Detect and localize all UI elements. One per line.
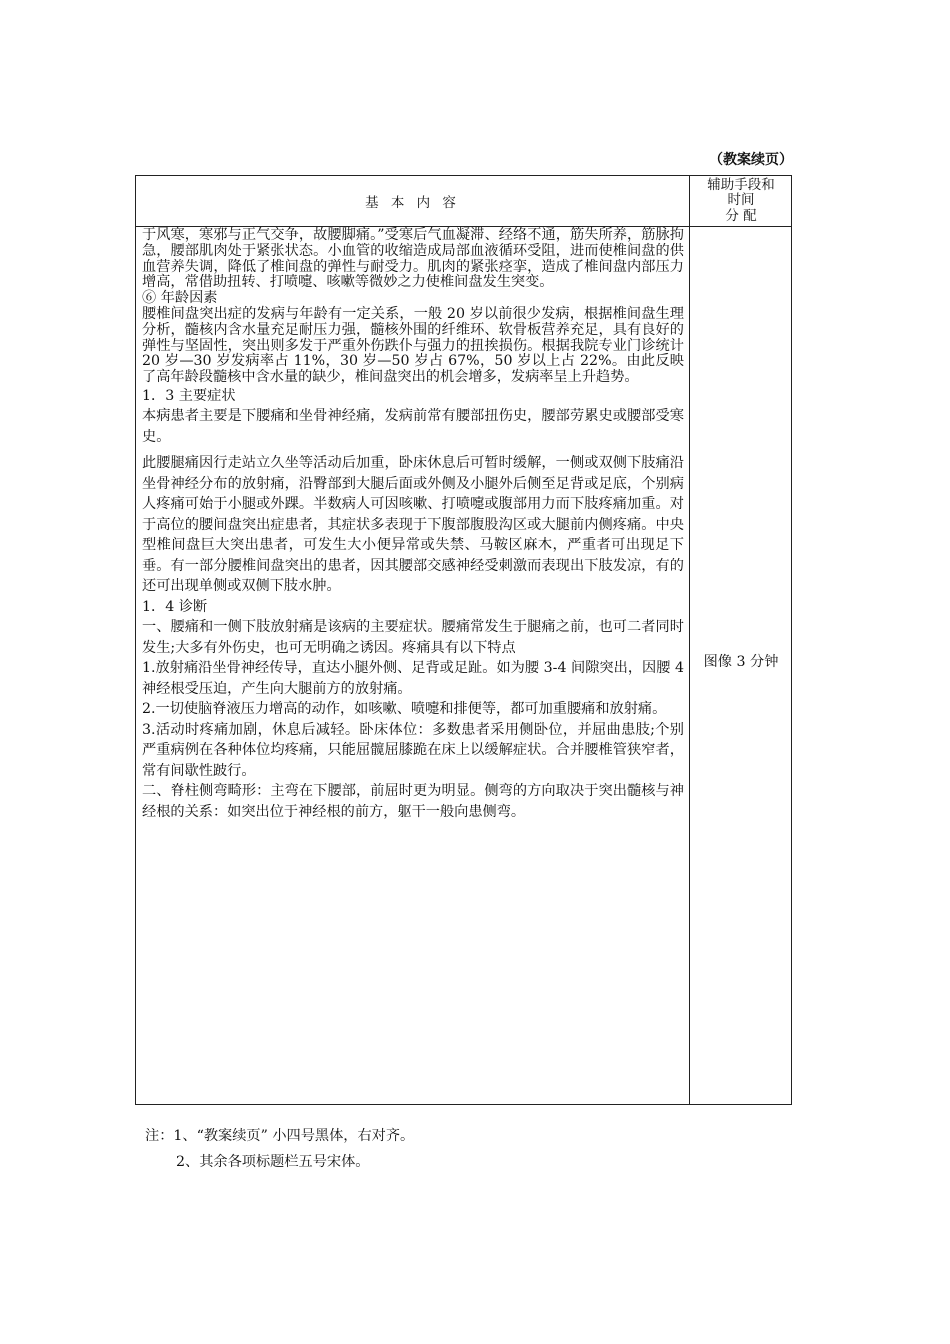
footnote-1: 注：1、“教案续页” 小四号黑体，右对齐。 <box>145 1128 415 1144</box>
header-basic-content: 基 本 内 容 <box>365 195 460 211</box>
main-content <box>142 228 684 822</box>
paragraph-diagnosis-2: 二、脊柱侧弯畸形：主弯在下腰部，前屈时更为明显。侧弯的方向取决于突出髓核与神经根的关系：如突出位于神经根的前方，躯干一般向患侧弯。 <box>142 783 684 820</box>
header-aux-line-1: 辅助手段和 <box>707 176 775 193</box>
footnote-2: 2、其余各项标题栏五号宋体。 <box>176 1154 370 1170</box>
header-aux-time <box>690 176 792 226</box>
heading-main-symptoms: 1．3 主要症状 <box>142 387 236 404</box>
side-note-image-time: 图像 3 分钟 <box>703 654 779 670</box>
paragraph-diagnosis-point-2: 2.一切使脑脊液压力增高的动作，如咳嗽、喷嚏和排便等，都可加重腰痛和放射痛。 <box>142 701 667 718</box>
heading-diagnosis: 1．4 诊断 <box>142 598 208 615</box>
continued-page-label: （教案续页） <box>709 152 793 168</box>
paragraph-age-factor: 腰椎间盘突出症的发病与年龄有一定关系，一般 20 岁以前很少发病，根据椎间盘生理分析，髓核内含水量充足耐压力强，髓核外围的纤维环、软骨板营养充足，具有良好的弹性与坚固性，突出则多发于严重外伤跌仆与强力的扭挨损伤。根据我院专业门诊统计 20 岁—30 岁发病率占 11%，30 岁—50 岁占 67%，50 岁以上占 22%。由此反映了高年龄段髓核中含水量的缺少，椎间盘突出的机会增多，发病率呈上升趋势。 <box>142 305 684 386</box>
paragraph-diagnosis-point-3: 3.活动时疼痛加剧，休息后减轻。卧床体位：多数患者采用侧卧位，并屈曲患肢;个别严重病例在各种体位均疼痛，只能屈髋屈膝跪在床上以缓解症状。合并腰椎管狭窄者，常有间歇性跛行。 <box>142 721 684 779</box>
lesson-plan-table <box>135 175 792 1105</box>
heading-age-factor: ⑥ 年龄因素 <box>142 290 218 307</box>
paragraph-symptoms-detail: 此腰腿痛因行走站立久坐等活动后加重，卧床休息后可暂时缓解，一侧或双侧下肢痛沿坐骨神经分布的放射痛，沿臀部到大腿后面或外侧及小腿外后侧至足背或足底，个别病人疼痛可始于小腿或外踝。半数病人可因咳嗽、打喷嚏或腹部用力而下肢疼痛加重。对于高位的腰间盘突出症患者，其症状多表现于下腹部腹股沟区或大腿前内侧疼痛。中央型椎间盘巨大突出患者，可发生大小便异常或失禁、马鞍区麻木，严重者可出现足下垂。有一部分腰椎间盘突出的患者，因其腰部交感神经受刺激而表现出下肢发凉，有的还可出现单侧或双侧下肢水肿。 <box>142 455 684 595</box>
footnotes <box>145 1123 785 1175</box>
paragraph-diagnosis-point-1: 1.放射痛沿坐骨神经传导，直达小腿外侧、足背或足趾。如为腰 3-4 间隙突出，因腰 4 神经根受压迫，产生向大腿前方的放射痛。 <box>142 660 684 697</box>
paragraph-diagnosis-1: 一、腰痛和一侧下肢放射痛是该病的主要症状。腰痛常发生于腿痛之前，也可二者同时发生;大多有外伤史，也可无明确之诱因。疼痛具有以下特点 <box>142 619 684 656</box>
paragraph-symptoms-intro: 本病患者主要是下腰痛和坐骨神经痛，发病前常有腰部扭伤史，腰部劳累史或腰部受寒史。 <box>142 408 684 445</box>
header-aux-line-3: 分 配 <box>725 207 757 224</box>
paragraph-cold-factor: 于风寒，寒邪与正气交争，故腰脚痛。”受寒后气血凝滞、经络不通，筋失所养，筋脉拘急，腰部肌肉处于紧张状态。小血管的收缩造成局部血液循环受阻，进而使椎间盘的供血营养失调，降低了椎间盘的弹性与耐受力。肌肉的紧张痉挛，造成了椎间盘内部压力增高，常借助扭转、打喷嚏、咳嗽等微妙之力使椎间盘发生突变。 <box>142 227 684 291</box>
column-divider <box>689 176 690 1104</box>
header-aux-line-2: 时间 <box>727 192 755 209</box>
